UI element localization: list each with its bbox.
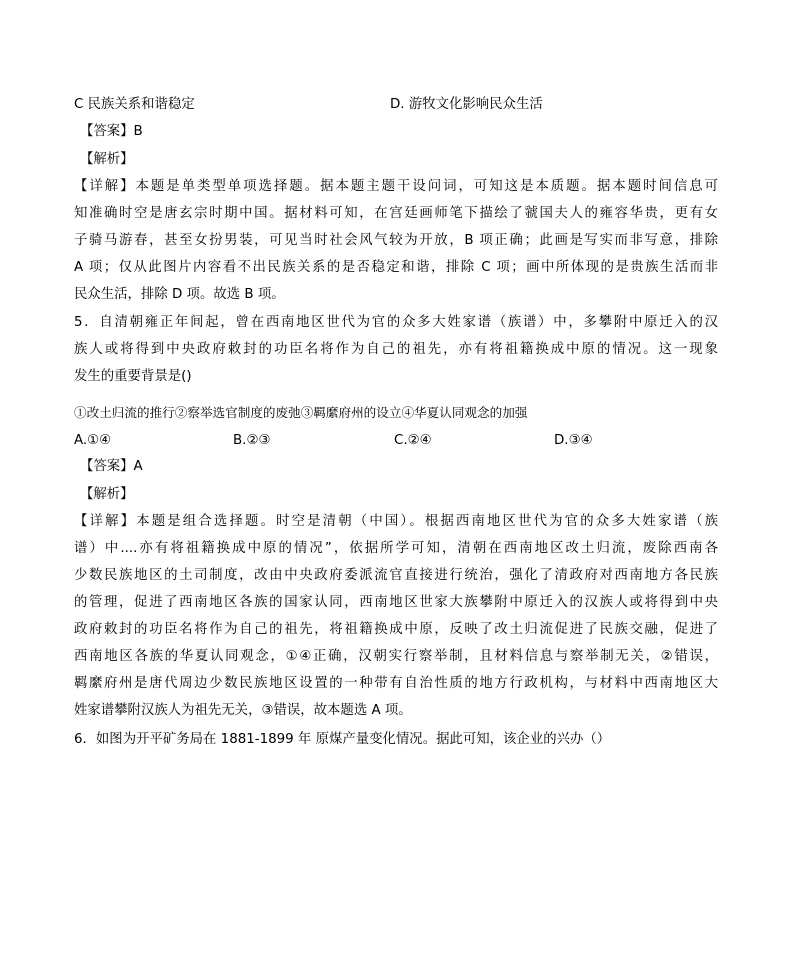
- q4-detail-line: 子骑马游春，甚至女扮男装，可见当时社会风气较为开放，B 项正确；此画是写实而非写意，排除: [74, 233, 718, 248]
- q5-detail-line: 【详解】本题是组合选择题。时空是清朝（中国）。根据西南地区世代为官的众多大姓家谱（族: [74, 514, 718, 529]
- q5-analysis-title: 【解析】: [80, 487, 134, 502]
- q5-stem-line: 族人或将得到中央政府敕封的功臣名将作为自己的祖先，亦有将祖籍换成中原的情况。这一现象: [74, 342, 718, 357]
- q5-option-c: C.②④: [394, 433, 432, 448]
- q5-option-b: B.②③: [233, 433, 271, 448]
- q4-analysis-title: 【解析】: [80, 152, 134, 167]
- q4-detail-line: 民众生活，排除 D 项。故选 B 项。: [74, 287, 285, 302]
- q6-stem: 6．如图为开平矿务局在 1881-1899 年 原煤产量变化情况。据此可知，该企业的兴办（）: [74, 732, 611, 747]
- q5-detail-line: 西南地区各族的华夏认同观念，①④正确，汉朝实行察举制，且材料信息与察举制无关，②错误，: [74, 649, 718, 664]
- q5-detail-line: 政府敕封的功臣名将作为自己的祖先，将祖籍换成中原，反映了改土归流促进了民族交融，促进了: [74, 622, 718, 637]
- q5-detail-line: 的管理，促进了西南地区各族的国家认同，西南地区世家大族攀附中原迁入的汉族人或将得到中央: [74, 595, 718, 610]
- q5-detail-line: 姓家谱攀附汉族人为祖先无关，③错误，故本题选 A 项。: [74, 703, 412, 718]
- q5-items: ①改土归流的推行②察举选官制度的废弛③羁縻府州的设立④华夏认同观念的加强: [74, 405, 528, 420]
- q5-option-d: D.③④: [554, 433, 593, 448]
- q5-detail-line: 谱）中....亦有将祖籍换成中原的情况”，依据所学可知，清朝在西南地区改土归流，废除西南各: [74, 541, 718, 556]
- q4-option-c: C 民族关系和谐稳定: [74, 97, 195, 112]
- q5-answer: 【答案】A: [80, 459, 143, 474]
- q5-detail-line: 少数民族地区的土司制度，改由中央政府委派流官直接进行统治，强化了清政府对西南地方各民族: [74, 568, 718, 583]
- q4-answer: 【答案】B: [80, 124, 143, 139]
- q4-detail-line: 知准确时空是唐玄宗时期中国。据材料可知，在宫廷画师笔下描绘了虢国夫人的雍容华贵，更有女: [74, 206, 718, 221]
- q5-stem-line: 5．自清朝雍正年间起，曾在西南地区世代为官的众多大姓家谱（族谱）中，多攀附中原迁入的汉: [74, 315, 718, 330]
- q5-option-a: A.①④: [74, 433, 112, 448]
- q5-detail-line: 羁縻府州是唐代周边少数民族地区设置的一种带有自治性质的地方行政机构，与材料中西南地区大: [74, 676, 718, 691]
- q4-option-d: D. 游牧文化影响民众生活: [390, 97, 543, 112]
- q4-detail-line: A 项；仅从此图片内容看不出民族关系的是否稳定和谐，排除 C 项；画中所体现的是贵族生活而非: [74, 260, 718, 275]
- q4-detail-line: 【详解】本题是单类型单项选择题。据本题主题干设问词，可知这是本质题。据本题时间信息可: [74, 179, 718, 194]
- q5-stem-line: 发生的重要背景是(): [74, 369, 192, 384]
